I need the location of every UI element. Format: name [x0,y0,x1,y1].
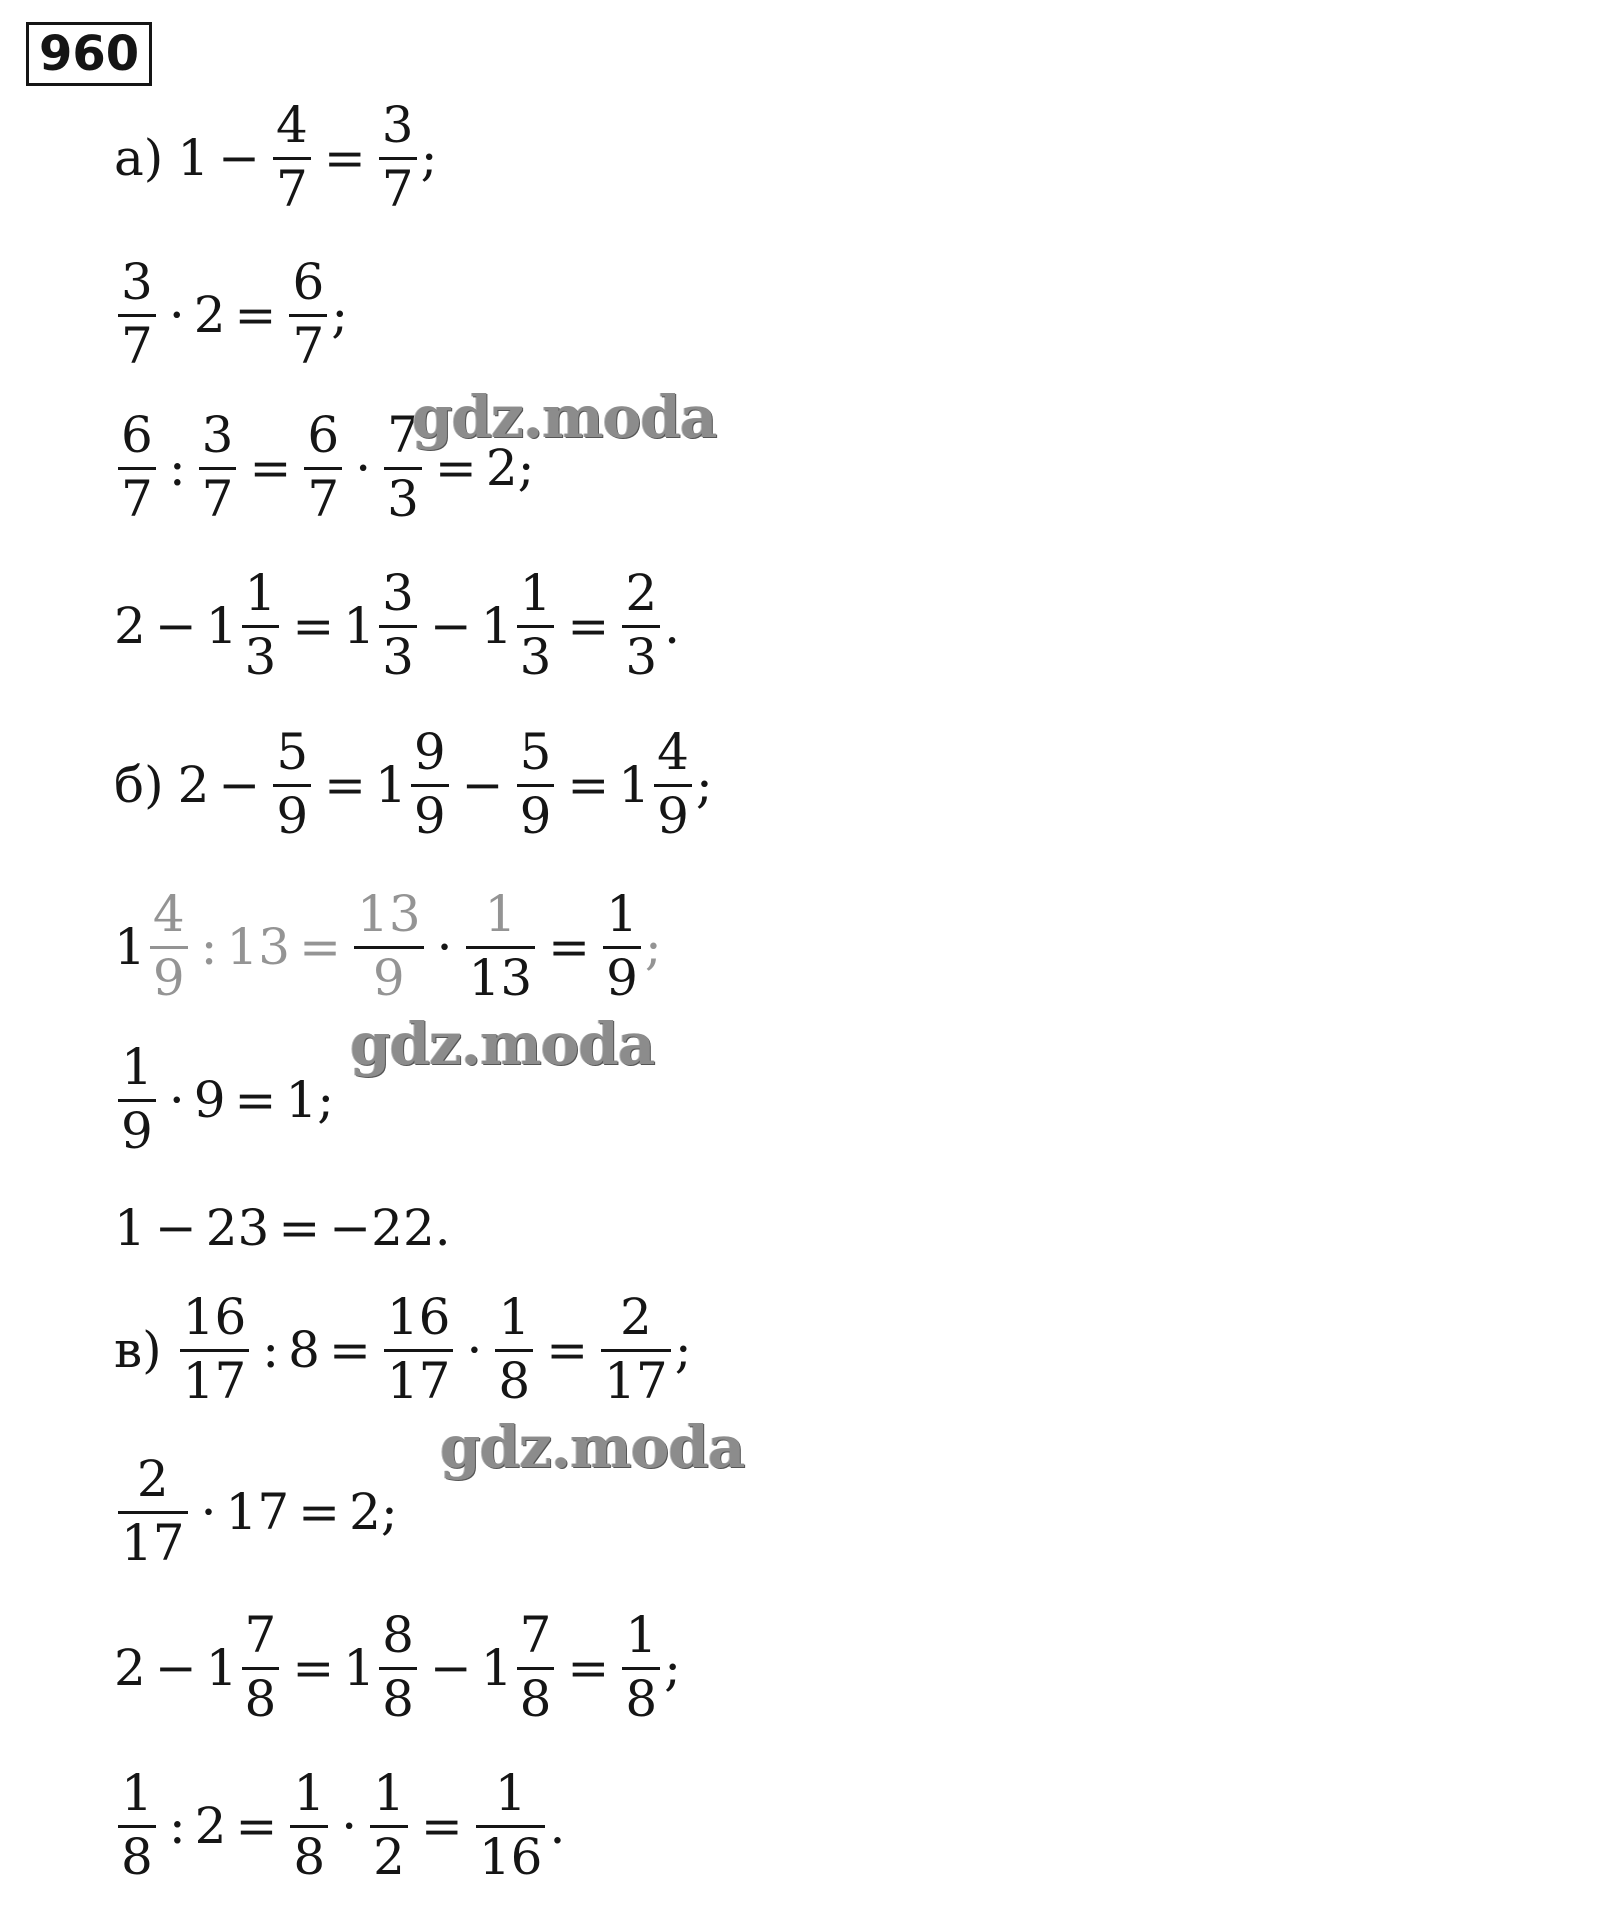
equation-v-4: $\frac{1}{8}$ : 2 = $\frac{1}{8}$ · $\frac{1}{2}$ = $\frac{1}{16}$ . [114,1766,565,1885]
fraction: $\frac{1}{8}$ [118,1766,156,1885]
fraction: $\frac{1}{9}$ [118,1040,156,1159]
label-b: б) [114,755,164,814]
fraction: $\frac{1}{3}$ [242,566,280,685]
fraction: $\frac{13}{9}$ [354,887,424,1006]
fraction: $\frac{1}{3}$ [517,566,555,685]
problem-number-badge: 960 [26,22,152,86]
fraction: $\frac{9}{9}$ [411,725,449,844]
fraction: $\frac{3}{7}$ [199,408,237,527]
watermark: gdz.moda [440,1413,745,1481]
equation-b-2: 1 $\frac{4}{9}$ : 13 = $\frac{13}{9}$ · $\frac{1}{13}$ = $\frac{1}{9}$ ; [114,885,662,1007]
equation-a-1: а) 1 − $\frac{4}{7}$ = $\frac{3}{7}$ ; [114,96,438,218]
fraction: $\frac{6}{7}$ [118,408,156,527]
fraction: $\frac{1}{8}$ [495,1290,533,1409]
equation-a-2: $\frac{3}{7}$ · 2 = $\frac{6}{7}$ ; [114,255,348,374]
equation-v-2: $\frac{2}{17}$ · 17 = 2 ; [114,1452,398,1571]
fraction: $\frac{1}{8}$ [622,1608,660,1727]
fraction: $\frac{3}{7}$ [118,255,156,374]
watermark: gdz.moda [412,383,717,451]
equation-a-4: 2 − 1 $\frac{1}{3}$ = 1 $\frac{3}{3}$ − 1 $\frac{1}{3}$ = $\frac{2}{3}$ . [114,564,681,686]
fraction: $\frac{1}{2}$ [370,1766,408,1885]
fraction: $\frac{4}{7}$ [273,98,311,217]
fraction: $\frac{2}{3}$ [622,566,660,685]
fraction: $\frac{1}{9}$ [603,887,641,1006]
equation-b-4: 1 − 23 = −22 . [114,1199,451,1257]
equation-a-3: $\frac{6}{7}$ : $\frac{3}{7}$ = $\frac{6}{7}$ · $\frac{7}{3}$ = 2 ; [114,408,535,527]
fraction: $\frac{8}{8}$ [379,1608,417,1727]
label-v: в) [114,1320,162,1379]
fraction: $\frac{7}{3}$ [384,408,422,527]
fraction: $\frac{3}{7}$ [379,98,417,217]
equation-v-1: в) $\frac{16}{17}$ : 8 = $\frac{16}{17}$ · $\frac{1}{8}$ = $\frac{2}{17}$ ; [114,1288,692,1410]
fraction: $\frac{6}{7}$ [289,255,327,374]
fraction: $\frac{4}{9}$ [654,725,692,844]
fraction: $\frac{5}{9}$ [273,725,311,844]
fraction: $\frac{7}{8}$ [517,1608,555,1727]
fraction: $\frac{1}{8}$ [290,1766,328,1885]
fraction: $\frac{7}{8}$ [242,1608,280,1727]
fraction: $\frac{6}{7}$ [304,408,342,527]
fraction: $\frac{3}{3}$ [379,566,417,685]
fraction: $\frac{2}{17}$ [118,1452,188,1571]
equation-b-3: $\frac{1}{9}$ · 9 = 1 ; [114,1040,334,1159]
equation-b-1: б) 2 − $\frac{5}{9}$ = 1 $\frac{9}{9}$ − $\frac{5}{9}$ = 1 $\frac{4}{9}$ ; [114,723,713,845]
fraction: $\frac{4}{9}$ [150,887,188,1006]
fraction: $\frac{16}{17}$ [180,1290,250,1409]
watermark: gdz.moda [350,1010,655,1078]
fraction: $\frac{5}{9}$ [517,725,555,844]
fraction: $\frac{16}{17}$ [384,1290,454,1409]
equation-v-3: 2 − 1 $\frac{7}{8}$ = 1 $\frac{8}{8}$ − 1 $\frac{7}{8}$ = $\frac{1}{8}$ ; [114,1606,681,1728]
fraction: $\frac{2}{17}$ [601,1290,671,1409]
fraction: $\frac{1}{16}$ [476,1766,546,1885]
label-a: а) [114,128,164,187]
fraction: $\frac{1}{13}$ [466,887,536,1006]
